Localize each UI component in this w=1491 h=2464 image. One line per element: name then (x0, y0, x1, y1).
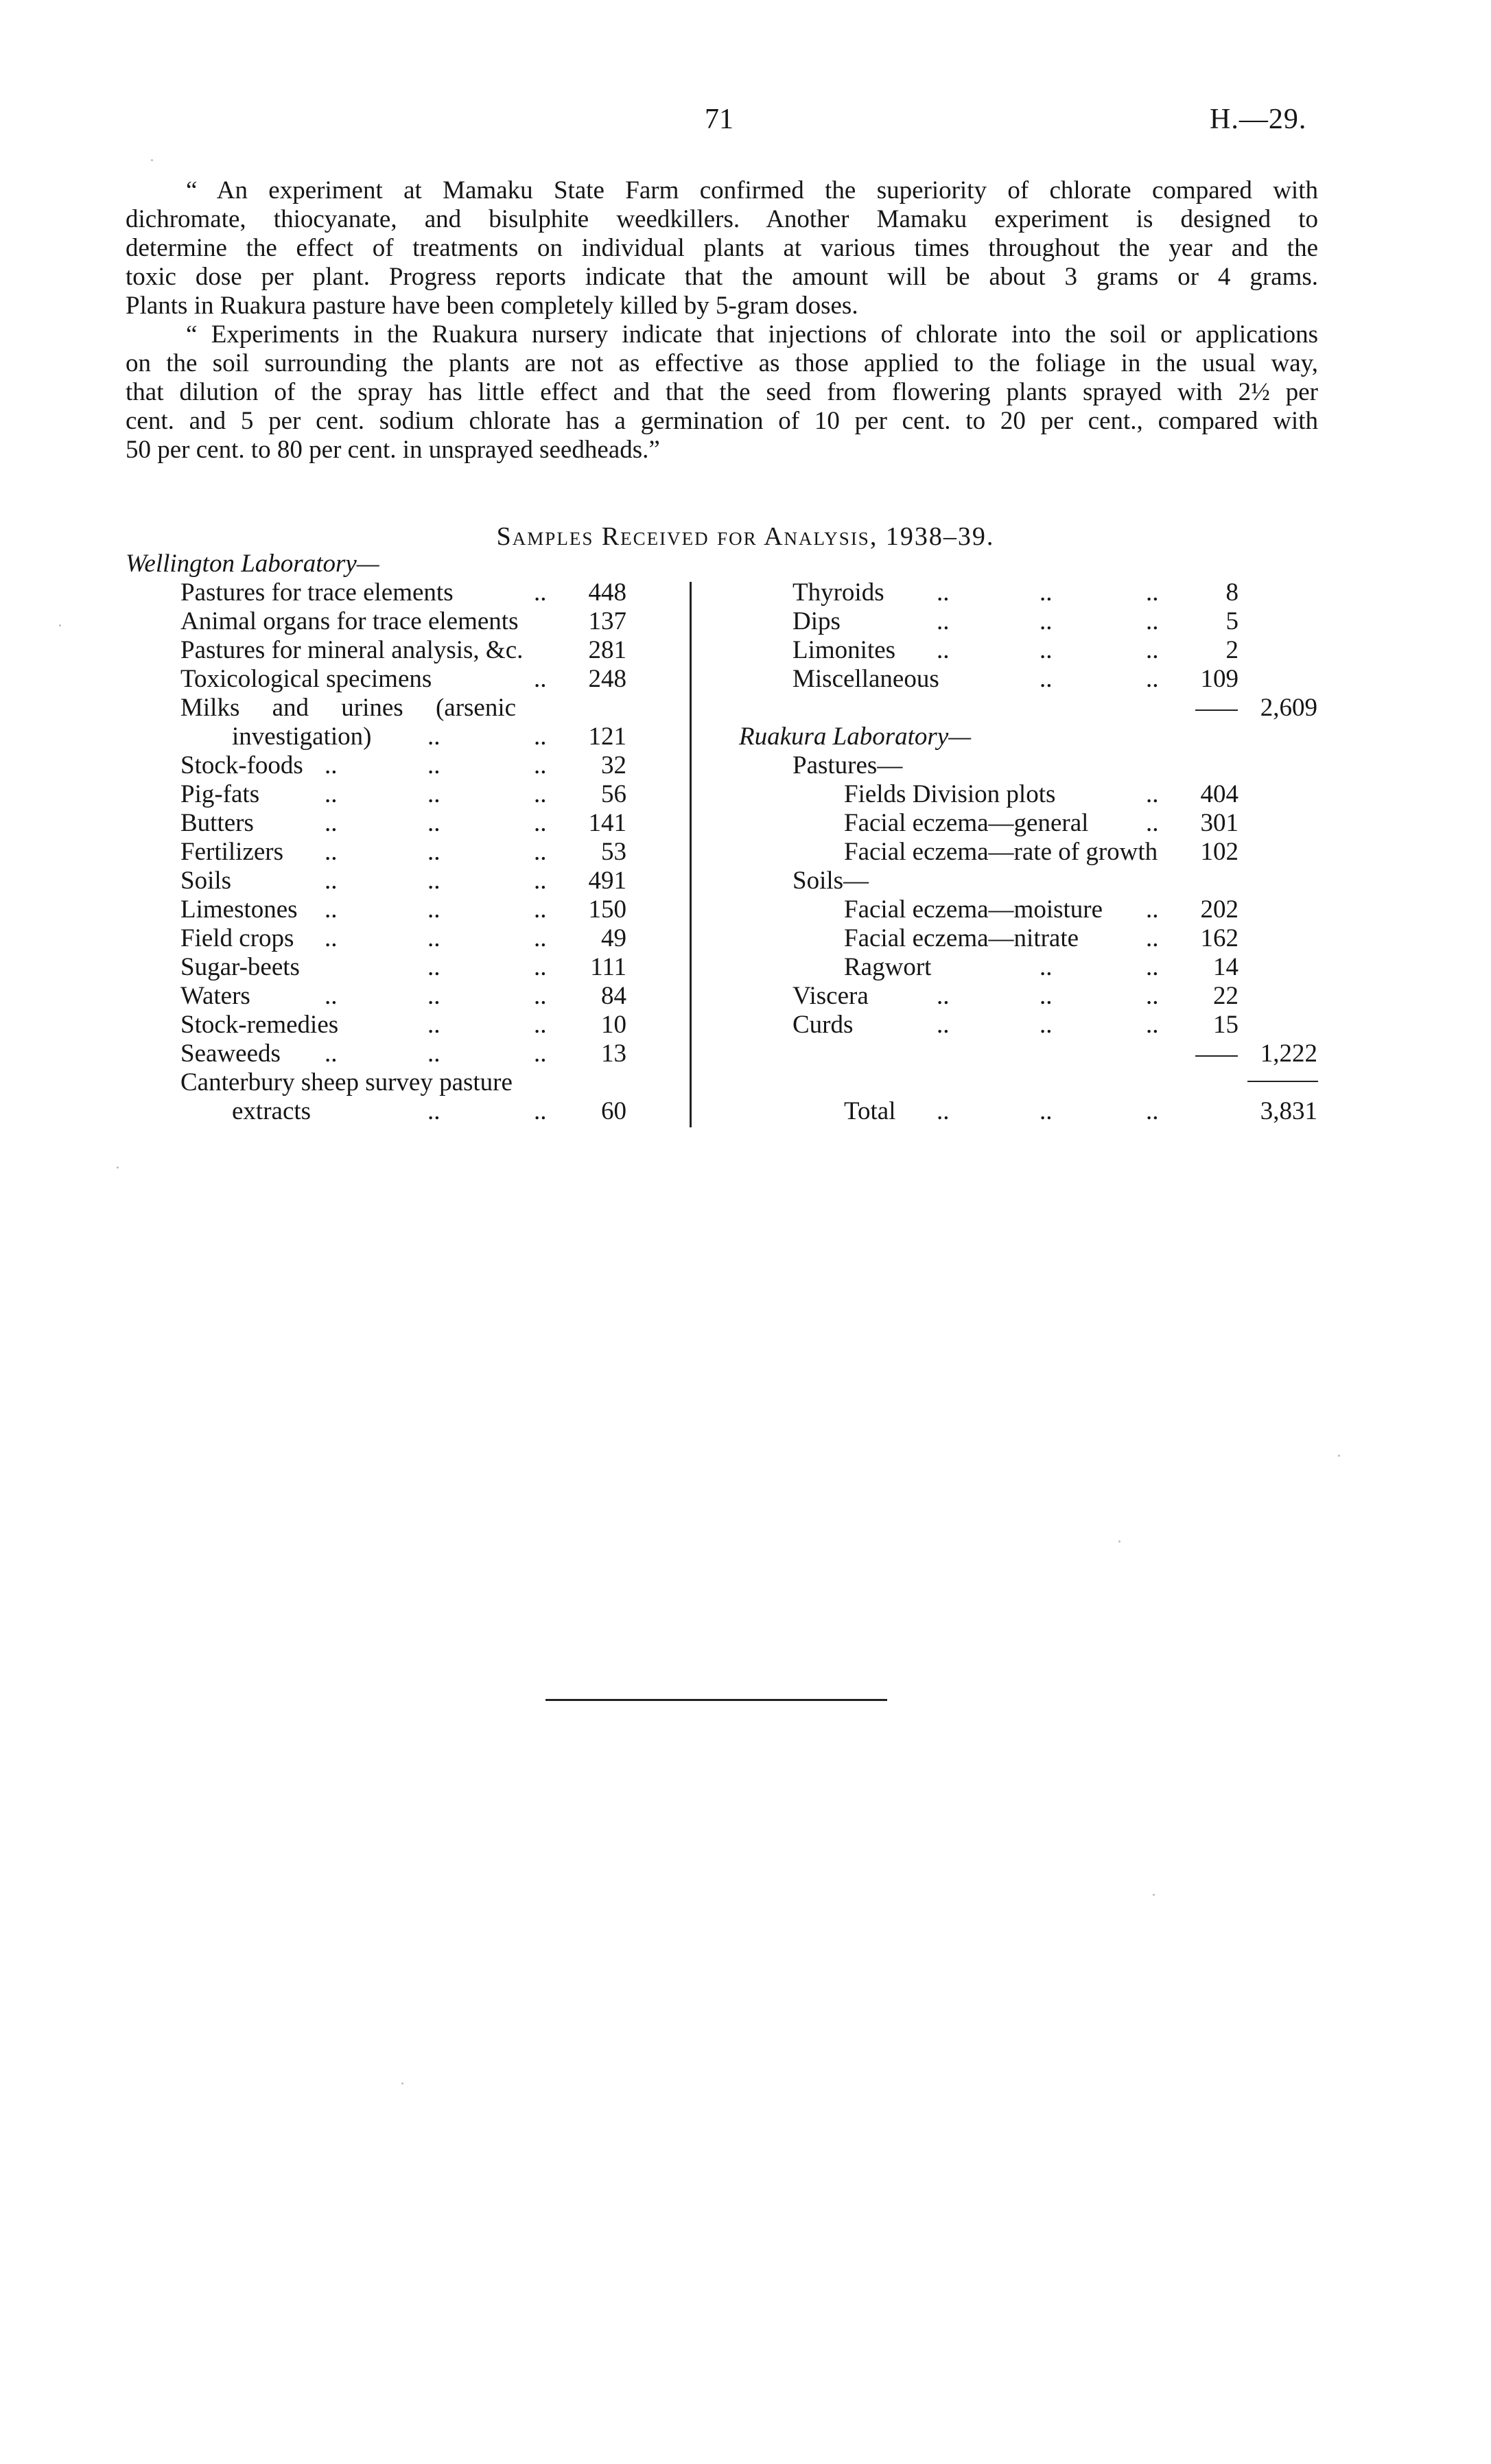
ruakura-heading: Ruakura Laboratory— (739, 723, 972, 751)
table-row: Toxicological specimens .. 248 (180, 665, 626, 693)
table-row: Animal organs for trace elements 137 (180, 607, 626, 635)
table-row: Facial eczema—nitrate .. 162 (844, 924, 1238, 952)
table-row: Canterbury sheep survey pasture (180, 1068, 513, 1096)
table-row: Stock-foods .. .. .. 32 (180, 751, 626, 779)
wellington-subtotal: 2,609 (1260, 694, 1317, 722)
document-reference: H.—29. (1210, 104, 1307, 135)
scan-speck (1153, 1894, 1155, 1896)
text-line: on the soil surrounding the plants are not as effective as those applied to the foliage in the usual way, (126, 349, 1318, 377)
table-row: extracts .. .. 60 (232, 1097, 626, 1125)
table-row: investigation) .. .. 121 (232, 723, 626, 751)
total-rule (1247, 1081, 1318, 1082)
table-row: Facial eczema—general .. 301 (844, 809, 1238, 837)
scan-speck (401, 2082, 403, 2085)
paragraph-ruakura-nursery (126, 320, 1318, 465)
table-row: Curds .. .. .. 15 (793, 1011, 1238, 1039)
scan-speck (1118, 1540, 1120, 1542)
footer-rule (545, 1699, 887, 1701)
table-row: Stock-remedies .. .. 10 (180, 1011, 626, 1039)
column-divider (690, 582, 692, 1127)
table-row: Soils .. .. .. 491 (180, 867, 626, 895)
table-row: Pastures for trace elements .. 448 (180, 578, 626, 607)
table-row: Facial eczema—rate of growth 102 (844, 838, 1238, 866)
table-row: Fields Division plots .. 404 (844, 780, 1238, 808)
text-line: Plants in Ruakura pasture have been completely killed by 5-gram doses. (126, 292, 858, 320)
subtotal-dash (1195, 1055, 1238, 1057)
page-number: 71 (705, 104, 733, 135)
pastures-subheading: Pastures— (793, 751, 903, 779)
table-title: Samples Received for Analysis, 1938–39. (496, 522, 995, 551)
text-line: dichromate, thiocyanate, and bisulphite weedkillers. Another Mamaku experiment is designed to (126, 205, 1318, 233)
table-row: Thyroids .. .. .. 8 (793, 578, 1238, 607)
text-line: toxic dose per plant. Progress reports indicate that the amount will be about 3 grams or 4 grams. (126, 263, 1318, 291)
scan-speck (59, 624, 61, 626)
table-row: Sugar-beets .. .. 111 (180, 953, 626, 981)
table-row: Facial eczema—moisture .. 202 (844, 895, 1238, 924)
grand-total-row: Total .. .. .. 3,831 (844, 1097, 1317, 1125)
table-row: Waters .. .. .. 84 (180, 982, 626, 1010)
text-line: that dilution of the spray has little effect and that the seed from flowering plants sprayed with 2½ per (126, 378, 1318, 406)
soils-subheading: Soils— (793, 867, 869, 895)
ruakura-subtotal: 1,222 (1260, 1040, 1317, 1068)
text-line: “ Experiments in the Ruakura nursery indicate that injections of chlorate into the soil or applications (186, 320, 1318, 349)
table-row: Seaweeds .. .. .. 13 (180, 1040, 626, 1068)
table-row: Dips .. .. .. 5 (793, 607, 1238, 635)
table-row: Viscera .. .. .. 22 (793, 982, 1238, 1010)
table-row: Butters .. .. .. 141 (180, 809, 626, 837)
text-line: “ An experiment at Mamaku State Farm confirmed the superiority of chlorate compared with (186, 176, 1318, 204)
scan-speck (117, 1166, 119, 1169)
text-line: cent. and 5 per cent. sodium chlorate has a germination of 10 per cent. to 20 per cent., compared with (126, 407, 1318, 435)
table-row: Limonites .. .. .. 2 (793, 636, 1238, 664)
table-row: Milks and urines (arsenic (180, 694, 517, 722)
scan-speck (1338, 1455, 1340, 1457)
table-row: Field crops .. .. .. 49 (180, 924, 626, 952)
subtotal-dash (1195, 709, 1238, 711)
table-row: Pig-fats .. .. .. 56 (180, 780, 626, 808)
table-row: Ragwort .. .. 14 (844, 953, 1238, 981)
table-row: Limestones .. .. .. 150 (180, 895, 626, 924)
text-line: 50 per cent. to 80 per cent. in unsprayed seedheads.” (126, 436, 660, 464)
table-row: Pastures for mineral analysis, &c. 281 (180, 636, 626, 664)
table-row: Fertilizers .. .. .. 53 (180, 838, 626, 866)
table-row: Miscellaneous .. .. 109 (793, 665, 1238, 693)
text-line: determine the effect of treatments on individual plants at various times throughout the year and the (126, 234, 1318, 262)
paragraph-chlorate-experiment (126, 176, 1318, 320)
scan-speck (151, 159, 153, 161)
